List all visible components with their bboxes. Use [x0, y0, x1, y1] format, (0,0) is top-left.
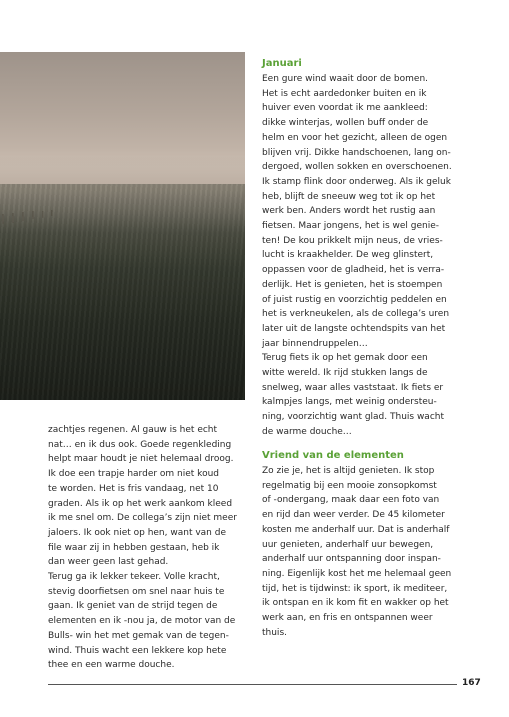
- section-text-vriend: Zo zie je, het is altijd genieten. Ik stop regelmatig bij een mooie zonsopkomst of -ondergang, maak daar een foto van en rijd dan weer verder. De 45 kilometer kosten me anderhalf uur. Dat is anderhalf uur genieten, anderhalf uur bewegen, anderhalf uur ontspanning door inspan- ning. Eigenlijk kost het me helemaal geen tijd, het is tijdwinst: ik sport, ik mediteer, ik ontspan en ik kom fit en wakker op het werk aan, en fris en ontspannen weer thuis.: [262, 466, 452, 638]
- section-heading-vriend: Vriend van de elementen: [262, 450, 404, 461]
- misty-field-photo: [0, 52, 245, 400]
- grass-field: [0, 184, 245, 400]
- fog-haze: [0, 148, 245, 188]
- footer-rule: [48, 684, 457, 685]
- page-number: 167: [462, 678, 481, 688]
- section-heading-januari: Januari: [262, 58, 302, 69]
- section-text-januari: Een gure wind waait door de bomen. Het is echt aardedonker buiten en ik huiver even voordat ik me aankleed: dikke winterjas, wollen buff onder de helm en voor het gezicht, alleen de ogen blijven vrij. Dikke handschoenen, lang on- dergoed, wollen sokken en overschoenen. Ik stamp flink door onderweg. Als ik geluk heb, blijft de sneeuw weg tot ik op het werk ben. Anders wordt het rustig aan fietsen. Maar jongens, het is wel genie- ten! De kou prikkelt mijn neus, de vries- lucht is kraakhelder. De weg glinstert, oppassen voor de gladheid, het is verra- derlijk. Het is genieten, het is stoempen of juist rustig en voorzichtig peddelen en het is verkneukelen, als de collega’s uren later uit de langste ochtendspits van het jaar binnendruppelen… Terug fiets ik op het gemak door een witte wereld. Ik rijd stukken langs de snelweg, waar alles vaststaat. Ik fiets er kalmpjes langs, met weinig ondersteu- ning, voorzichtig want glad. Thuis wacht de warme douche…: [262, 74, 452, 437]
- left-column-text: zachtjes regenen. Al gauw is het echt nat… en ik dus ook. Goede regenkleding helpt maar houdt je niet helemaal droog. Ik doe een trapje harder om niet koud te worden. Het is fris vandaag, net 10 graden. Als ik op het werk aankom kleed ik me snel om. De collega’s zijn niet meer jaloers. Ik ook niet op hen, want van de file waar zij in hebben gestaan, heb ik dan weer geen last gehad. Terug ga ik lekker tekeer. Volle kracht, stevig doorfietsen om snel naar huis te gaan. Ik geniet van de strijd tegen de elementen en ik -nou ja, de motor van de Bulls- win het met gemak van de tegen- wind. Thuis wacht een lekkere kop hete thee en een warme douche.: [48, 425, 237, 671]
